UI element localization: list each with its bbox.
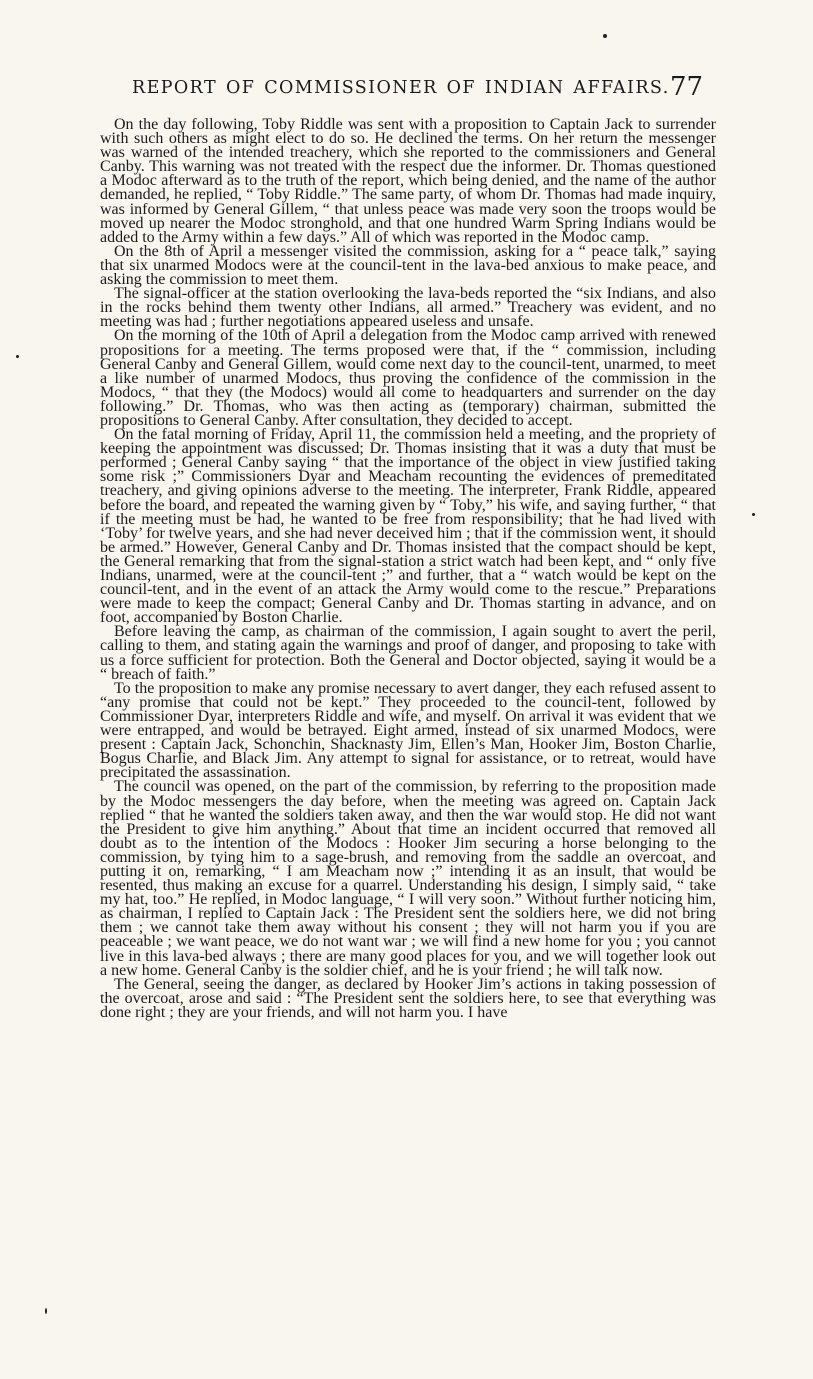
print-speck-left-margin (16, 355, 19, 358)
paragraph-council-opened: The council was opened, on the part of the commission, by referring to the proposition made by the Modoc messengers the day before, when the meeting was agreed on. Captain Jack replied “ that he wanted the soldiers taken away, and then the war would stop. He did not want the President to give him anything.” About that time an incident occurred that removed all doubt as to the intention of the Modocs : Hooker Jim securing a horse belonging to the commission, by tying him to a sage-brush, and removing from the saddle an overcoat, and putting it on, remarking, “ I am Meacham now ;” intending it as an insult, that would be resented, thus making an excuse for a quarrel. Understanding his design, I simply said, “ take my hat, too.” He replied, in Modoc language, “ I will very soon.” Without further noticing him, as chairman, I replied to Captain Jack : The President sent the soldiers here, we did not bring them ; we cannot take them away without his consent ; they will not harm you if you are peaceable ; we want peace, we do not want war ; we will find a new home for you ; you cannot live in this lava-bed always ; there are many good places for you, and we will together look out a new home. General Canby is the soldier chief, and he is your friend ; he will talk now. (100, 778, 716, 979)
print-speck-right-margin (752, 513, 755, 516)
print-speck-top (603, 34, 607, 38)
paragraph-before-leaving-camp: Before leaving the camp, as chairman of the commission, I again sought to avert the peril, calling to them, and stating again the warnings and proof of danger, and proposing to take with us a force sufficient for protection. Both the General and Doctor objected, saying it would be a “ breach of faith.” (100, 623, 716, 683)
paragraph-april-8-messenger: On the 8th of April a messenger visited the commission, asking for a “ peace talk,” saying that six unarmed Modocs were at the council-tent in the lava-bed anxious to make peace, and asking the commission to meet them. (100, 242, 716, 289)
print-speck-bottom (45, 1308, 47, 1314)
report-body-text (100, 118, 716, 1020)
paragraph-general-speaks: The General, seeing the danger, as declared by Hooker Jim’s actions in taking possession of the overcoat, arose and said : “The President sent the soldiers here, to see that everything was done right ; they are your friends, and will not harm you. I have (100, 975, 716, 1021)
paragraph-proposition-promise: To the proposition to make any promise necessary to avert danger, they each refused assent to “any promise that could not be kept.” They proceeded to the council-tent, followed by Commissioner Dyar, interpreters Riddle and wife, and myself. On arrival it was evident that we were entrapped, and would be betrayed. Eight armed, instead of six unarmed Modocs, were present : Captain Jack, Schonchin, Shacknasty Jim, Ellen’s Man, Hooker Jim, Boston Charlie, Bogus Charlie, and Black Jim. Any attempt to signal for assistance, or to retreat, would have precipitated the assassination. (100, 679, 716, 782)
paragraph-april-11-meeting: On the fatal morning of Friday, April 11, the commission held a meeting, and the propriety of keeping the appointment was discussed; Dr. Thomas insisting that it was a duty that must be performed ; General Canby saying “ that the importance of the object in view justified taking some risk ;” Commissioners Dyar and Meacham recounting the evidences of premeditated treachery, and giving opinions adverse to the meeting. The interpreter, Frank Riddle, appeared before the board, and repeated the warning given by “ Toby,” his wife, and saying further, “ that if the meeting must be had, he wanted to be free from responsibility; that he had lived with ‘Toby’ for twelve years, and she had never deceived him ; that if the commission went, it should be armed.” However, General Canby and Dr. Thomas insisted that the compact should be kept, the General remarking that from the signal-station a strict watch had been kept, and “ only five Indians, unarmed, were at the council-tent ;” and further, that a “ watch would be kept on the council-tent, and in the event of an attack the Army would come to the rescue.” Preparations were made to keep the compact; General Canby and Dr. Thomas starting in advance, and on foot, accompanied by Boston Charlie. (100, 426, 716, 627)
paragraph-signal-officer-report: The signal-officer at the station overlooking the lava-beds reported the “six Indians, and also in the rocks behind them twenty other Indians, all armed.” Treachery was evident, and no meeting was had ; further negotiations appeared useless and unsafe. (100, 285, 716, 331)
page-number: 77 (670, 72, 704, 102)
running-head-title: REPORT OF COMMISSIONER OF INDIAN AFFAIRS. (132, 78, 670, 98)
paragraph-april-10-delegation: On the morning of the 10th of April a delegation from the Modoc camp arrived with renewed propositions for a meeting. The terms proposed were that, if the “ commission, including General Canby and General Gillem, would come next day to the council-tent, unarmed, to meet a like number of unarmed Modocs, thus proving the confidence of the commission in the Modocs, “ that they (the Modocs) would all come to headquarters and surrender on the day following.” Dr. Thomas, who was then acting as (temporary) chairman, submitted the propositions to General Canby. After consultation, they decided to accept. (100, 327, 716, 429)
page-header (0, 72, 813, 106)
paragraph-toby-riddle-proposition: On the day following, Toby Riddle was sent with a proposition to Captain Jack to surrender with such others as might elect to do so. He declined the terms. On her return the messenger was warned of the intended treachery, which she reported to the commissioners and General Canby. This warning was not treated with the respect due the informer. Dr. Thomas questioned a Modoc afterward as to the truth of the report, which being denied, and the name of the author demanded, he replied, “ Toby Riddle.” The same party, of whom Dr. Thomas had made inquiry, was informed by General Gillem, “ that unless peace was made very soon the troops would be moved up nearer the Modoc stronghold, and that one hundred Warm Spring Indians would be added to the Army within a few days.” All of which was reported in the Modoc camp. (100, 116, 716, 246)
